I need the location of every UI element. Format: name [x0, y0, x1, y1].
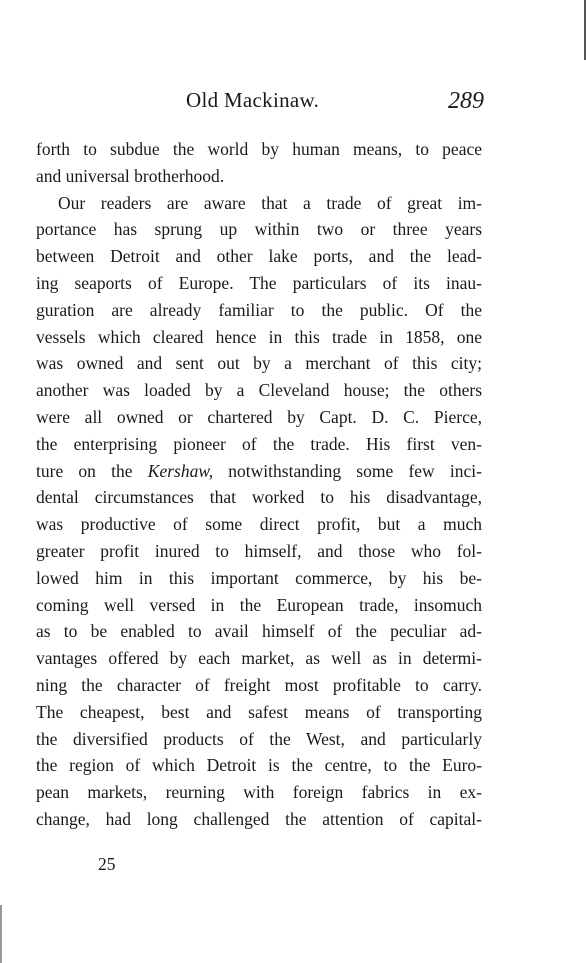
text-segment: notwithstanding some few inci-	[213, 460, 482, 481]
text-line: was productive of some direct profit, but a much	[36, 514, 482, 535]
text-line: the region of which Detroit is the centre, to the Euro-	[36, 755, 482, 776]
text-line: vessels which cleared hence in this trade in 1858, one	[36, 326, 482, 347]
text-line: greater profit inured to himself, and those who fol-	[36, 540, 482, 561]
text-line: the diversified products of the West, and particularly	[36, 728, 482, 749]
text-line: vantages offered by each market, as well as in determi-	[36, 648, 482, 669]
text-line: lowed him in this important commerce, by his be-	[36, 567, 482, 588]
paragraph-first-line: Our readers are aware that a trade of great im-	[58, 192, 482, 213]
text-line: as to be enabled to avail himself of the peculiar ad-	[36, 621, 482, 642]
text-line: The cheapest, best and safest means of transporting	[36, 701, 482, 722]
text-line: and universal brotherhood.	[36, 165, 225, 186]
text-line: ing seaports of Europe. The particulars of its inau-	[36, 272, 482, 293]
text-line	[36, 458, 482, 485]
text-line: another was loaded by a Cleveland house; the others	[36, 380, 482, 401]
text-line: dental circumstances that worked to his disadvantage,	[36, 487, 482, 508]
page-number: 289	[448, 88, 484, 114]
ship-name-italic: Kershaw,	[147, 460, 214, 481]
text-line: change, had long challenged the attention of capital-	[36, 808, 482, 829]
text-line: ning the character of freight most profitable to carry.	[36, 674, 482, 695]
text-line: pean markets, reurning with foreign fabrics in ex-	[36, 782, 482, 803]
signature-mark: 25	[98, 854, 116, 874]
text-line: was owned and sent out by a merchant of this city;	[36, 353, 482, 374]
text-segment: ture on the	[36, 460, 148, 481]
text-line: guration are already familiar to the public. Of the	[36, 299, 482, 320]
body-text	[36, 136, 482, 833]
text-line: were all owned or chartered by Capt. D. C. Pierce,	[36, 406, 482, 427]
page-edge-shadow	[0, 905, 2, 963]
text-line: the enterprising pioneer of the trade. His first ven-	[36, 433, 482, 454]
text-line: forth to subdue the world by human means, to peace	[36, 139, 482, 159]
text-line: coming well versed in the European trade, insomuch	[36, 594, 482, 615]
running-header	[36, 88, 484, 118]
text-line: portance has sprung up within two or three years	[36, 219, 482, 240]
text-line: between Detroit and other lake ports, and the lead-	[36, 246, 482, 267]
running-title: Old Mackinaw.	[186, 88, 320, 112]
